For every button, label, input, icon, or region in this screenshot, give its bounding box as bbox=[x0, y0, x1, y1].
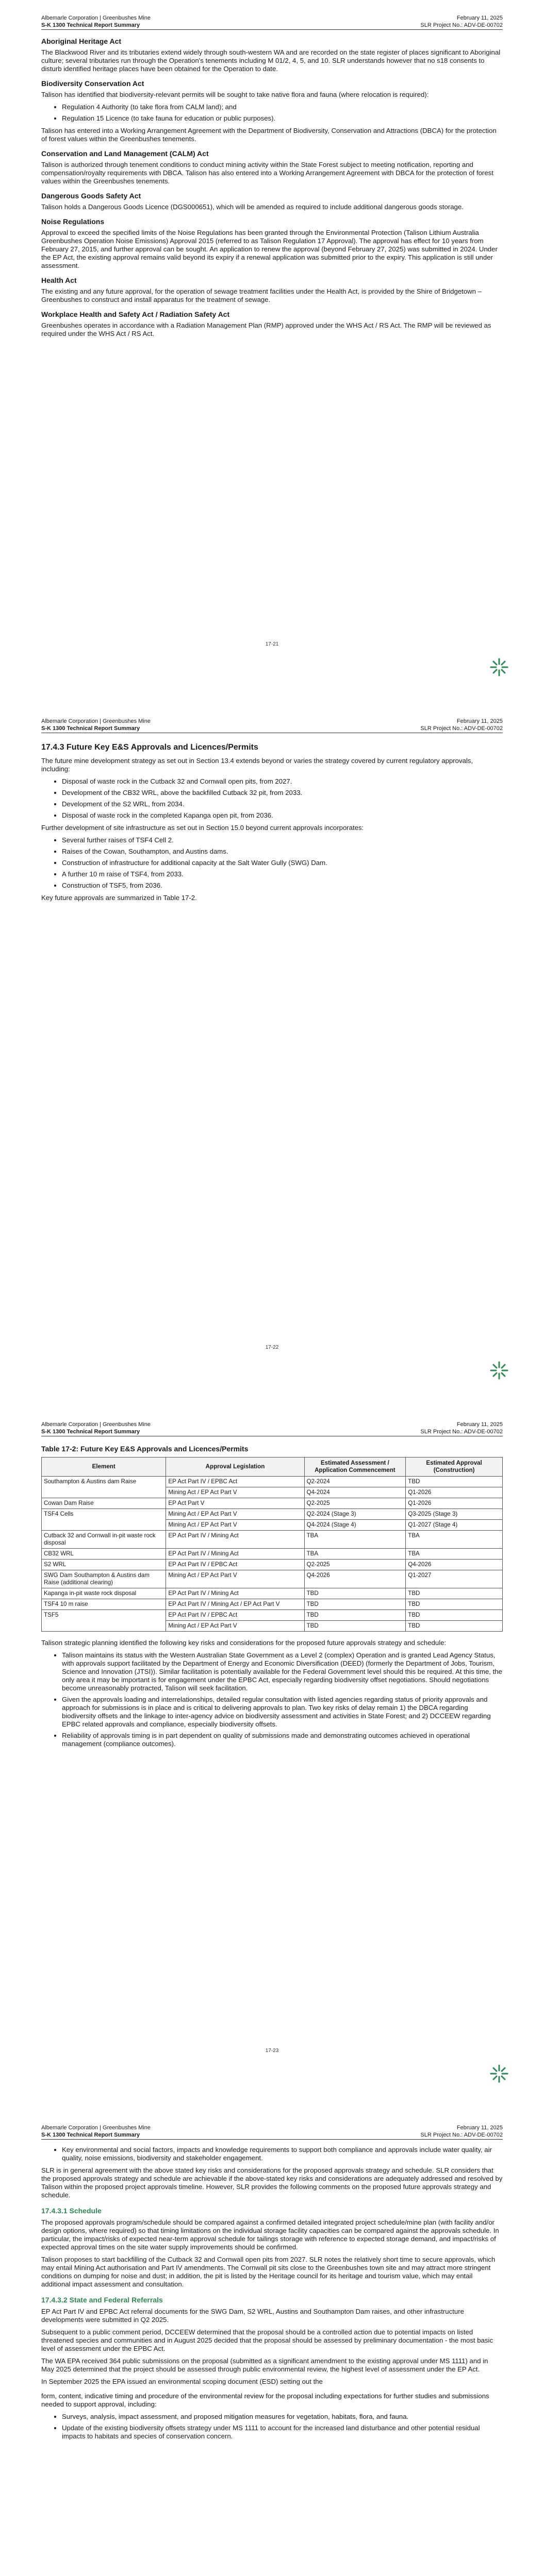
legislation-cell: Mining Act / EP Act Part V bbox=[166, 1570, 304, 1588]
table-row bbox=[42, 1477, 503, 1487]
element-cell: Kapanga in-pit waste rock disposal bbox=[42, 1588, 166, 1599]
company-name: Albemarle Corporation | Greenbushes Mine bbox=[41, 718, 151, 724]
report-date: February 11, 2025 bbox=[456, 2125, 503, 2131]
report-date: February 11, 2025 bbox=[456, 1421, 503, 1428]
project-number: SLR Project No.: ADV-DE-00702 bbox=[420, 1429, 503, 1435]
element-cell: TSF5 bbox=[42, 1610, 166, 1632]
bullet-item: • Regulation 4 Authority (to take flora from CALM land); and bbox=[62, 103, 503, 111]
bullet-list bbox=[54, 777, 503, 820]
legislation-cell: Mining Act / EP Act Part V bbox=[166, 1487, 304, 1498]
legislation-cell: EP Act Part IV / Mining Act bbox=[166, 1549, 304, 1560]
paragraph: Talison proposes to start backfilling of the Cutback 32 and Cornwall open pits from 2027. SLR notes the relatively short time to secure approvals, which may entail Mining Act authorisation and Part IV amendments. The Cornwall pit sits close to the Greenbushes town site and may attract more stringent conditions on dumping for noise and dust; in addition, the pit is listed by the Heritage council for its heritage and tourism value, which may entail additional impact assessment and consultation. bbox=[41, 2256, 496, 2288]
approval-cell: Q3-2025 (Stage 3) bbox=[406, 1509, 503, 1520]
bullet-item: • A further 10 m raise of TSF4, from 2033. bbox=[62, 870, 503, 878]
section-heading: Conservation and Land Management (CALM) Act bbox=[41, 149, 209, 158]
page-content bbox=[41, 2146, 503, 2445]
report-title: S-K 1300 Technical Report Summary bbox=[41, 22, 140, 28]
assessment-cell: TBA bbox=[304, 1531, 406, 1549]
legislation-cell: Mining Act / EP Act Part V bbox=[166, 1621, 304, 1632]
legislation-cell: EP Act Part IV / EPBC Act bbox=[166, 1610, 304, 1621]
approval-cell: Q1-2026 bbox=[406, 1487, 503, 1498]
assessment-cell: Q2-2025 bbox=[304, 1560, 406, 1570]
element-cell: TSF4 10 m raise bbox=[42, 1599, 166, 1610]
section-heading: Dangerous Goods Safety Act bbox=[41, 192, 141, 200]
subsection-heading: 17.4.3.2 State and Federal Referrals bbox=[41, 2296, 163, 2304]
paragraph: Greenbushes operates in accordance with a Radiation Management Plan (RMP) approved under the WHS Act / RS Act. The RMP will be reviewed as required under the WHS Act / RS Act. bbox=[41, 321, 491, 337]
table-row bbox=[42, 1570, 503, 1588]
assessment-cell: TBA bbox=[304, 1549, 406, 1560]
approval-cell: Q1-2027 bbox=[406, 1570, 503, 1588]
paragraph: Approval to exceed the specified limits of the Noise Regulations has been granted through the Environmental Protection (Talison Lithium Australia Greenbushes Operation Noise Emissions) Approval 2015 (referred to as Talison Regulation 17 Approval). The approval has effect for 10 years from February 27, 2015, and further approval can be sought. An application to renew the approval (beyond February 27, 2025) was submitted in 2024. Under the EP Act, the existing approval remains valid beyond its expiry if a renewal application was submitted prior to the expiry. This application is still under assessment. bbox=[41, 229, 498, 269]
assessment-cell: Q4-2024 (Stage 4) bbox=[304, 1520, 406, 1531]
legislation-cell: EP Act Part IV / Mining Act bbox=[166, 1531, 304, 1549]
assessment-cell: TBD bbox=[304, 1599, 406, 1610]
paragraph: The proposed approvals program/schedule should be compared against a confirmed detailed integrated project schedule/mine plan (with facility and/or design options, where required) so that timing limitations on the individual storage facility capacities can be compared against the approvals schedule. In particular, the impact/risks of expected near-term approval schedule for tailings storage with reference to expected storage demand, and impact/risks of expected approval times on the site water supply improvements should be confirmed. bbox=[41, 2218, 499, 2251]
section-heading: Health Act bbox=[41, 276, 77, 284]
assessment-cell: Q2-2024 bbox=[304, 1477, 406, 1487]
bullet-item: • Talison maintains its status with the Western Australian State Government as a Level 2 (complex) Operation and is granted Lead Agency Status, with approvals support facilitated by the Department of Energy and Economic Diversification (DEED) (formerly the Department of Jobs, Tourism, Science and Innovation (JTSI)). Similar facilitation is potentially available for the Federal Government level should this be required. At this time, the only area it may be important is for engagement under the EPBC Act, especially regarding biodiversity offset negotiations. Should negotiations become unreasonably protracted, Talison will seek facilitation. bbox=[62, 1651, 503, 1692]
project-number: SLR Project No.: ADV-DE-00702 bbox=[420, 725, 503, 732]
page-header bbox=[41, 2124, 503, 2140]
paragraph: Key future approvals are summarized in Table 17-2. bbox=[41, 894, 197, 902]
legislation-cell: EP Act Part IV / EPBC Act bbox=[166, 1477, 304, 1487]
page-header bbox=[41, 14, 503, 30]
section-heading: Noise Regulations bbox=[41, 217, 105, 226]
page-3 bbox=[0, 1406, 544, 2110]
legislation-cell: EP Act Part IV / Mining Act bbox=[166, 1588, 304, 1599]
paragraph: SLR is in general agreement with the above stated key risks and considerations for the proposed approvals strategy and schedule. SLR considers that the proposed approvals strategy and schedule are achievable if the above-stated key risks and considerations are adequately addressed and resolved by Talison within the proposed project approvals timeline. However, SLR provides the following comments on the proposed future approvals strategy and schedule. bbox=[41, 2166, 503, 2199]
bullet-item: • Disposal of waste rock in the Cutback 32 and Cornwall open pits, from 2027. bbox=[62, 777, 503, 786]
page-content bbox=[41, 36, 503, 342]
bullet-item: • Development of the S2 WRL, from 2034. bbox=[62, 800, 503, 808]
paragraph: Talison holds a Dangerous Goods Licence (DGS000651), which will be amended as required to include additional dangerous goods storage. bbox=[41, 203, 464, 211]
paragraph: Talison has entered into a Working Arrangement Agreement with the Department of Biodiversity, Conservation and Attractions (DBCA) for the protection of forest values within the Greenbushes tenements. bbox=[41, 127, 497, 143]
assessment-cell: Q2-2025 bbox=[304, 1498, 406, 1509]
page-content bbox=[41, 739, 503, 906]
bullet-item: • Surveys, analysis, impact assessment, and proposed mitigation measures for vegetation, habitats, flora, and fauna. bbox=[62, 2413, 503, 2421]
report-title: S-K 1300 Technical Report Summary bbox=[41, 1429, 140, 1435]
section-heading: 17.4.3 Future Key E&S Approvals and Licences/Permits bbox=[41, 743, 258, 752]
legislation-cell: Mining Act / EP Act Part V bbox=[166, 1520, 304, 1531]
paragraph: Subsequent to a public comment period, DCCEEW determined that the proposal should be a controlled action due to potential impacts on listed threatened species and communities and in August 2025 decided that the proposal should be assessed by preliminary documentation - the most basic level of assessment under the EPBC Act. bbox=[41, 2328, 493, 2352]
page-header bbox=[41, 718, 503, 733]
assessment-cell: TBD bbox=[304, 1588, 406, 1599]
section-heading: Aboriginal Heritage Act bbox=[41, 37, 122, 45]
column-header: Estimated Approval (Construction) bbox=[406, 1458, 503, 1477]
legislation-cell: EP Act Part IV / EPBC Act bbox=[166, 1560, 304, 1570]
slr-logo-icon bbox=[489, 1360, 509, 1381]
bullet-item: • Regulation 15 Licence (to take fauna for education or public purposes). bbox=[62, 114, 503, 123]
page-number: 17-22 bbox=[265, 1345, 279, 1350]
bullet-list bbox=[54, 2146, 503, 2162]
table-row bbox=[42, 1498, 503, 1509]
column-header: Approval Legislation bbox=[166, 1458, 304, 1477]
bullet-item: • Given the approvals loading and interrelationships, detailed regular consultation with listed agencies regarding status of priority approvals and approach for submissions is in place and is critical to delivering approvals to plan. Two key risks of delay remain 1) the DBCA regarding biodiversity offsets and the linkage to inter-agency advice on biodiversity assessment and activities in State Forest; and 2) DCCEEW regarding EPBC related approvals and compliance, especially biodiversity offsets. bbox=[62, 1696, 503, 1728]
table-row bbox=[42, 1509, 503, 1520]
page-2 bbox=[0, 703, 544, 1406]
legislation-cell: EP Act Part IV / Mining Act / EP Act Part V bbox=[166, 1599, 304, 1610]
paragraph: In September 2025 the EPA issued an environmental scoping document (ESD) setting out the bbox=[41, 2378, 323, 2385]
report-title: S-K 1300 Technical Report Summary bbox=[41, 2132, 140, 2138]
paragraph: Further development of site infrastructure as set out in Section 15.0 beyond current approvals incorporates: bbox=[41, 824, 364, 832]
approval-cell: TBA bbox=[406, 1531, 503, 1549]
approval-cell: TBA bbox=[406, 1549, 503, 1560]
approval-cell: TBD bbox=[406, 1599, 503, 1610]
bullet-item: • Construction of TSF5, from 2036. bbox=[62, 882, 503, 890]
table-caption: Table 17-2: Future Key E&S Approvals and Licences/Permits bbox=[41, 1445, 249, 1453]
bullet-item: • Construction of infrastructure for additional capacity at the Salt Water Gully (SWG) Dam. bbox=[62, 859, 503, 867]
paragraph: EP Act Part IV and EPBC Act referral documents for the SWG Dam, S2 WRL, Austins and Southampton Dam raises, and other infrastructure developments were submitted in Q2 2025. bbox=[41, 2308, 464, 2324]
element-cell: Cowan Dam Raise bbox=[42, 1498, 166, 1509]
column-header: Estimated Assessment / Application Commencement bbox=[304, 1458, 406, 1477]
element-cell: Cutback 32 and Cornwall in-pit waste rock disposal bbox=[42, 1531, 166, 1549]
subsection-heading: 17.4.3.1 Schedule bbox=[41, 2207, 102, 2215]
element-cell: TSF4 Cells bbox=[42, 1509, 166, 1531]
section-heading: Workplace Health and Safety Act / Radiation Safety Act bbox=[41, 310, 230, 318]
assessment-cell: TBD bbox=[304, 1621, 406, 1632]
company-name: Albemarle Corporation | Greenbushes Mine bbox=[41, 15, 151, 21]
section-heading: Biodiversity Conservation Act bbox=[41, 79, 144, 88]
element-cell: Southampton & Austins dam Raise bbox=[42, 1477, 166, 1498]
approvals-table bbox=[41, 1457, 503, 1632]
bullet-item: • Reliability of approvals timing is in part dependent on quality of submissions made and demonstrating outcomes achieved in operational management (compliance outcomes). bbox=[62, 1732, 503, 1748]
paragraph: The future mine development strategy as set out in Section 13.4 extends beyond or varies the strategy covered by current regulatory approvals, including: bbox=[41, 757, 473, 773]
table-row bbox=[42, 1531, 503, 1549]
page-number: 17-21 bbox=[265, 641, 279, 647]
element-cell: CB32 WRL bbox=[42, 1549, 166, 1560]
bullet-list bbox=[54, 1651, 503, 1748]
bullet-item: • Update of the existing biodiversity offsets strategy under MS 1111 to account for the increased land disturbance and other potential residual impacts to habitats and species of conservation concern. bbox=[62, 2424, 503, 2441]
assessment-cell: TBD bbox=[304, 1610, 406, 1621]
paragraph: Talison is authorized through tenement conditions to conduct mining activity within the State Forest subject to meeting notification, reporting and compensation/royalty requirements with DBCA. Talison has also entered into a Working Arrangement Agreement with DBCA for the protection of forest values within the Greenbushes tenements. bbox=[41, 161, 493, 185]
bullet-item: • Development of the CB32 WRL, above the backfilled Cutback 32 pit, from 2033. bbox=[62, 789, 503, 797]
company-name: Albemarle Corporation | Greenbushes Mine bbox=[41, 1421, 151, 1428]
report-date: February 11, 2025 bbox=[456, 15, 503, 21]
element-cell: SWG Dam Southampton & Austins dam Raise (additional clearing) bbox=[42, 1570, 166, 1588]
legislation-cell: Mining Act / EP Act Part V bbox=[166, 1509, 304, 1520]
approval-cell: TBD bbox=[406, 1477, 503, 1487]
table-row bbox=[42, 1599, 503, 1610]
project-number: SLR Project No.: ADV-DE-00702 bbox=[420, 2132, 503, 2138]
page-4 bbox=[0, 2110, 544, 2576]
approval-cell: Q4-2026 bbox=[406, 1560, 503, 1570]
table-row bbox=[42, 1549, 503, 1560]
page-header bbox=[41, 1421, 503, 1436]
legislation-cell: EP Act Part V bbox=[166, 1498, 304, 1509]
approval-cell: TBD bbox=[406, 1610, 503, 1621]
bullet-item: • Raises of the Cowan, Southampton, and Austins dams. bbox=[62, 848, 503, 856]
page-number: 17-23 bbox=[265, 2048, 279, 2054]
bullet-item: • Disposal of waste rock in the completed Kapanga open pit, from 2036. bbox=[62, 811, 503, 820]
assessment-cell: Q4-2024 bbox=[304, 1487, 406, 1498]
bullet-list bbox=[54, 103, 503, 123]
slr-logo-icon bbox=[489, 2063, 509, 2084]
table-row bbox=[42, 1588, 503, 1599]
paragraph: Talison strategic planning identified the following key risks and considerations for the proposed future approvals strategy and schedule: bbox=[41, 1639, 447, 1647]
page-1 bbox=[0, 0, 544, 703]
assessment-cell: Q2-2024 (Stage 3) bbox=[304, 1509, 406, 1520]
report-title: S-K 1300 Technical Report Summary bbox=[41, 725, 140, 732]
slr-logo-icon bbox=[489, 657, 509, 677]
bullet-item: • Key environmental and social factors, impacts and knowledge requirements to support both compliance and approvals include water quality, air quality, noise emissions, biodiversity and stakeholder engagement. bbox=[62, 2146, 503, 2162]
element-cell: S2 WRL bbox=[42, 1560, 166, 1570]
approval-cell: TBD bbox=[406, 1621, 503, 1632]
approval-cell: Q1-2026 bbox=[406, 1498, 503, 1509]
table-row bbox=[42, 1610, 503, 1621]
table-row bbox=[42, 1560, 503, 1570]
page-content bbox=[41, 1443, 503, 1752]
paragraph: The WA EPA received 364 public submissions on the proposal (submitted as a significant amendment to the existing approval under MS 1111) and in May 2025 determined that the project should be assessed through public environmental review, the highest level of assessment under the EP Act. bbox=[41, 2357, 488, 2373]
company-name: Albemarle Corporation | Greenbushes Mine bbox=[41, 2125, 151, 2131]
assessment-cell: Q4-2026 bbox=[304, 1570, 406, 1588]
paragraph: The Blackwood River and its tributaries extend widely through south-western WA and are recorded on the state register of places significant to Aboriginal culture; several tributaries run through the Operation's tenements including M 01/2, 4, 5, and 10. SLR understands however that no s18 consents to disturb identified heritage places have been obtained for the Operation to date. bbox=[41, 48, 501, 73]
bullet-list bbox=[54, 836, 503, 890]
paragraph: form, content, indicative timing and procedure of the environmental review for the proposal including expectations for further studies and submissions needed to support approval, including: bbox=[41, 2392, 489, 2408]
report-date: February 11, 2025 bbox=[456, 718, 503, 724]
paragraph: Talison has identified that biodiversity-relevant permits will be sought to take native flora and fauna (where relocation is required): bbox=[41, 91, 429, 98]
paragraph: The existing and any future approval, for the operation of sewage treatment facilities under the Health Act, is provided by the Shire of Bridgetown – Greenbushes to construct and install apparatus for the treatment of sewage. bbox=[41, 287, 482, 303]
approval-cell: TBD bbox=[406, 1588, 503, 1599]
bullet-item: • Several further raises of TSF4 Cell 2. bbox=[62, 836, 503, 844]
column-header: Element bbox=[42, 1458, 166, 1477]
bullet-list bbox=[54, 2413, 503, 2441]
project-number: SLR Project No.: ADV-DE-00702 bbox=[420, 22, 503, 28]
approval-cell: Q1-2027 (Stage 4) bbox=[406, 1520, 503, 1531]
